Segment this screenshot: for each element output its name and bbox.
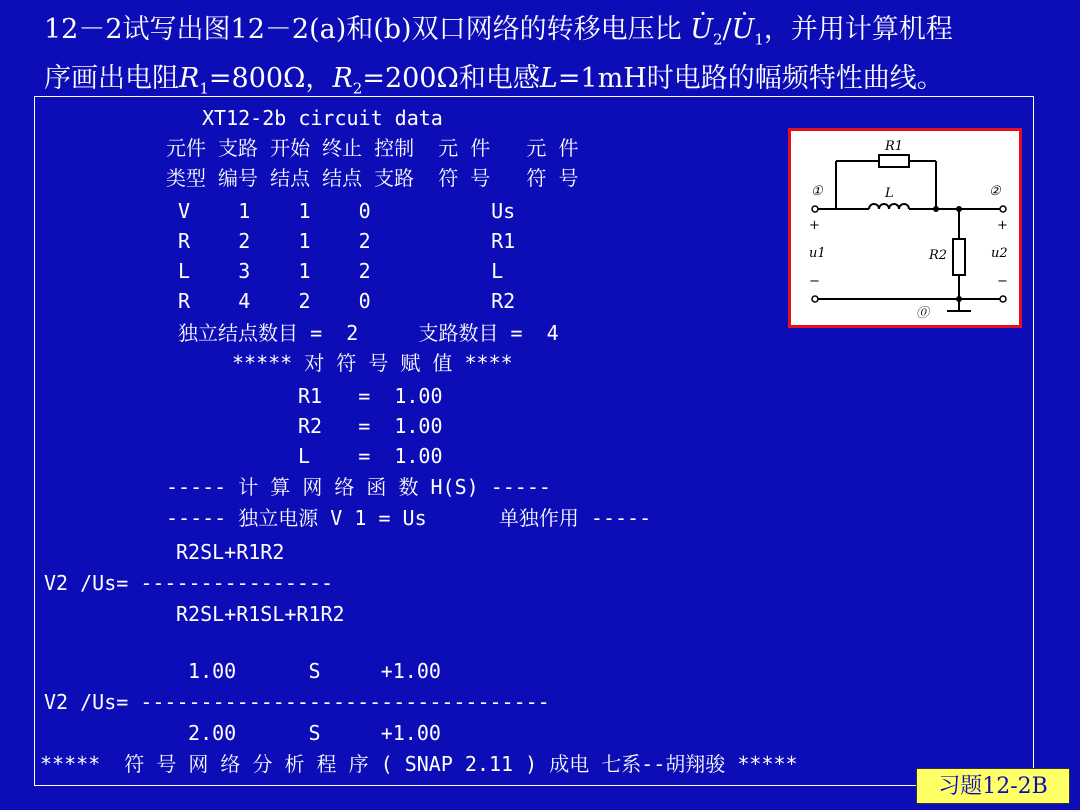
port1-bottom-terminal	[812, 296, 818, 302]
table-row: L 3 1 2 L	[166, 259, 504, 283]
port1-top-terminal	[812, 206, 818, 212]
l-symbol: L	[539, 63, 558, 95]
circuit-svg	[791, 131, 1019, 325]
circuit-diagram	[788, 128, 1022, 328]
numerator-numeric: 1.00 S +1.00	[176, 659, 441, 683]
fraction-symbolic: V2 /Us= ----------------	[44, 571, 333, 595]
r2-resistor	[953, 239, 965, 275]
symbol-assignment-title: ***** 对 符 号 赋 值 ****	[232, 351, 513, 375]
u1-minus: −	[809, 274, 820, 289]
node0-label: ⓪	[916, 306, 930, 321]
port2-top-terminal	[1000, 206, 1006, 212]
program-footer: ***** 符 号 网 络 分 析 程 序 ( SNAP 2.11 ) 成电 七系--胡翔骏 *****	[40, 752, 798, 776]
slash: /	[722, 14, 732, 45]
table-row: R 2 1 2 R1	[166, 229, 516, 253]
node2-label: ②	[989, 184, 1001, 199]
u2-symbol: · U	[690, 10, 713, 50]
assignment-r2: R2 = 1.00	[298, 414, 443, 438]
problem-text: 12－2试写出图12－2(a)和(b)双口网络的转移电压比	[44, 14, 682, 45]
table-row: R 4 2 0 R2	[166, 289, 516, 313]
u1-plus: +	[809, 218, 820, 233]
r1-value: =800Ω，	[208, 63, 333, 95]
problem-text-2: ，并用计算机程	[763, 14, 953, 45]
r1-symbol: R	[179, 63, 200, 95]
assignment-l: L = 1.00	[298, 444, 443, 468]
r1-subscript: 1	[199, 79, 209, 98]
denominator-numeric: 2.00 S +1.00	[176, 721, 441, 745]
r2-value: =200Ω和电感	[362, 63, 540, 95]
l-value: =1mH时电路的幅频特性曲线。	[557, 63, 944, 95]
u1-label: u1	[809, 246, 826, 261]
r1-label: R1	[885, 139, 904, 154]
circuit-data-header: XT12-2b circuit data	[202, 106, 443, 130]
r2-label: R2	[929, 248, 948, 263]
exercise-tag: 习题12-2B	[916, 768, 1070, 804]
u2-label: u2	[991, 246, 1008, 261]
r1-resistor	[879, 155, 909, 167]
problem-text-3: 序画出电阻	[44, 63, 179, 95]
denominator-symbolic: R2SL+R1SL+R1R2	[176, 602, 345, 626]
u2-minus: −	[997, 274, 1008, 289]
problem-statement	[44, 10, 1064, 109]
assignment-r1: R1 = 1.00	[298, 384, 443, 408]
fraction-numeric: V2 /Us= ----------------------------------	[44, 690, 550, 714]
u1-symbol: · U	[732, 10, 755, 50]
table-row: V 1 1 0 Us	[166, 199, 516, 223]
u1-subscript: 1	[754, 30, 764, 49]
node-branch-counts: 独立结点数目 = 2 支路数目 = 4	[166, 321, 559, 345]
u2-subscript: 2	[712, 30, 723, 49]
l-label: L	[885, 186, 894, 201]
problem-line-1	[44, 10, 1064, 59]
port2-bottom-terminal	[1000, 296, 1006, 302]
network-function-title: ----- 计 算 网 络 函 数 H(S) -----	[166, 475, 551, 499]
u2-plus: +	[997, 218, 1008, 233]
node1-label: ①	[811, 184, 823, 199]
inductor	[869, 204, 909, 209]
column-header-2: 类型 编号 结点 结点 支路 符 号 符 号	[166, 166, 579, 190]
r2-subscript: 2	[352, 79, 363, 98]
r2-symbol: R	[332, 63, 353, 95]
source-line: ----- 独立电源 V 1 = Us 单独作用 -----	[166, 506, 652, 530]
numerator-symbolic: R2SL+R1R2	[176, 540, 285, 564]
column-header-1: 元件 支路 开始 终止 控制 元 件 元 件	[166, 136, 579, 160]
